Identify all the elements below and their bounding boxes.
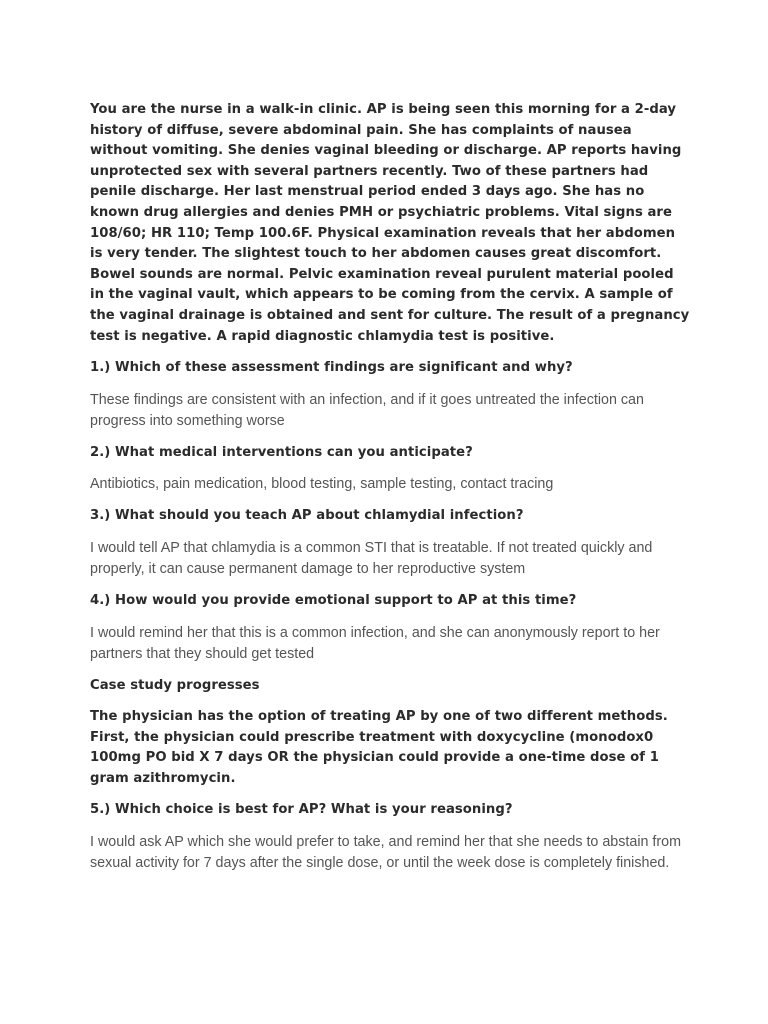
answer-4: I would remind her that this is a common infection, and she can anonymously report to her partners that they should get tested	[90, 624, 660, 662]
section-heading-progress: Case study progresses	[90, 677, 260, 693]
document-page	[90, 100, 690, 874]
answer-2: Antibiotics, pain medication, blood testing, sample testing, contact tracing	[90, 476, 554, 493]
question-3: 3.) What should you teach AP about chlamydial infection?	[90, 508, 524, 524]
answer-3: I would tell AP that chlamydia is a common STI that is treatable. If not treated quickly and properly, it can cause permanent damage to her reproductive system	[90, 539, 653, 577]
case-progress-text: The physician has the option of treating AP by one of two different methods. First, the physician could prescribe treatment with doxycycline (monodox0 100mg PO bid X 7 days OR the physician could provide a one-time dose of 1 gram azithromycin.	[90, 709, 668, 786]
question-1: 1.) Which of these assessment findings are significant and why?	[90, 360, 573, 376]
question-5: 5.) Which choice is best for AP? What is your reasoning?	[90, 802, 513, 818]
answer-5: I would ask AP which she would prefer to take, and remind her that she needs to abstain from sexual activity for 7 days after the single dose, or until the week dose is completely finished.	[90, 834, 682, 872]
question-4: 4.) How would you provide emotional support to AP at this time?	[90, 592, 577, 608]
case-intro: You are the nurse in a walk-in clinic. AP is being seen this morning for a 2-day history of diffuse, severe abdominal pain. She has complaints of nausea without vomiting. She denies vaginal bleeding or discharge. AP reports having unprotected sex with several partners recently. Two of these partners had penile discharge. Her last menstrual period ended 3 days ago. She has no known drug allergies and denies PMH or psychiatric problems. Vital signs are 108/60; HR 110; Temp 100.6F. Physical examination reveals that her abdomen is very tender. The slightest touch to her abdomen causes great discomfort. Bowel sounds are normal. Pelvic examination reveal purulent material pooled in the vaginal vault, which appears to be coming from the cervix. A sample of the vaginal drainage is obtained and sent for culture. The result of a pregnancy test is negative. A rapid diagnostic chlamydia test is positive.	[90, 102, 690, 344]
question-2: 2.) What medical interventions can you anticipate?	[90, 444, 473, 460]
answer-1: These findings are consistent with an infection, and if it goes untreated the infection can progress into something worse	[90, 391, 644, 429]
